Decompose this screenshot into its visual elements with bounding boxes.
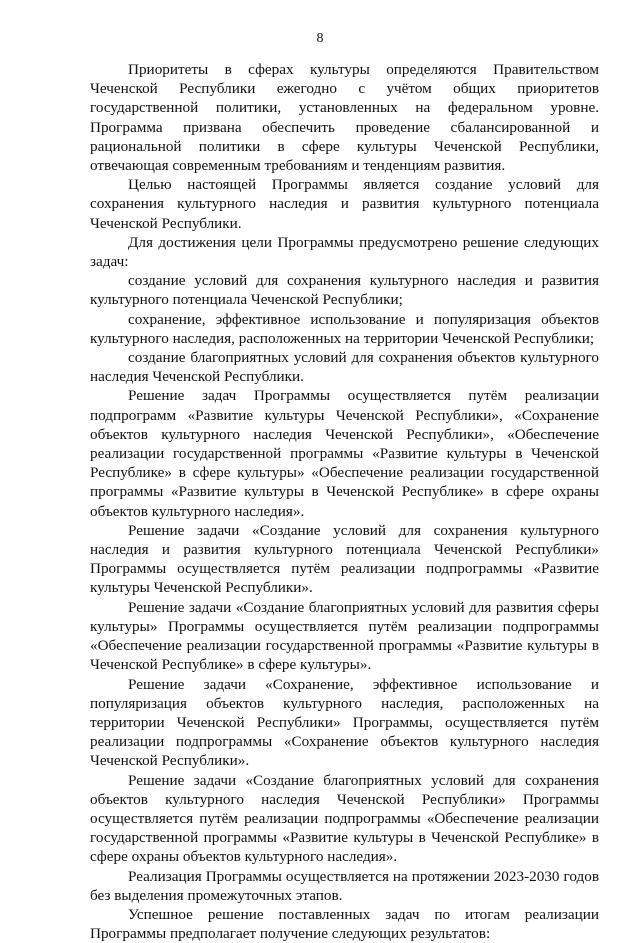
paragraph: Решение задачи «Сохранение, эффективное использование и популяризация объектов культурного наследия, расположенных на территории Чеченской Республики» Программы, осуществляется путём реализации подпрограммы «Сохранение объектов культурного наследия Чеченской Республики». — [90, 675, 599, 770]
paragraph: Приоритеты в сферах культуры определяются Правительством Чеченской Республики ежегодно с учётом общих приоритетов государственной политики, установленных на федеральном уровне. Программа призвана обеспечить проведение сбалансированной и рациональной политики в сфере культуры Чеченской Республики, отвечающая современным требованиям и тенденциям развития. — [90, 61, 599, 175]
paragraph: Успешное решение поставленных задач по итогам реализации Программы предполагает получение следующих результатов: — [90, 905, 599, 943]
body-text — [90, 60, 599, 943]
paragraph: сохранение, эффективное использование и популяризация объектов культурного наследия, расположенных на территории Чеченской Республики; — [90, 310, 599, 347]
paragraph: Для достижения цели Программы предусмотрено решение следующих задач: — [90, 233, 599, 271]
page-number: 8 — [316, 31, 324, 46]
paragraph: Решение задачи «Создание условий для сохранения культурного наследия и развития культурного потенциала Чеченской Республики» Программы осуществляется путём реализации подпрограммы «Развитие культуры Чеченской Республики». — [90, 521, 599, 597]
paragraph: Реализация Программы осуществляется на протяжении 2023-2030 годов без выделения промежуточных этапов. — [90, 867, 599, 904]
paragraph: создание условий для сохранения культурного наследия и развития культурного потенциала Чеченской Республики; — [90, 272, 599, 309]
paragraph: Целью настоящей Программы является создание условий для сохранения культурного наследия и развития культурного потенциала Чеченской Республики. — [90, 176, 599, 232]
paragraph: Решение задач Программы осуществляется путём реализации подпрограмм «Развитие культуры Чеченской Республики», «Сохранение объектов культурного наследия Чеченской Республики», «Обеспечение реализации государственной программы «Развитие культуры в Чеченской Республике» в сфере культуры» «Обеспечение реализации государственной программы «Развитие культуры в Чеченской Республике» в сфере охраны объектов культурного наследия». — [90, 387, 599, 520]
paragraph: создание благоприятных условий для сохранения объектов культурного наследия Чеченской Республики. — [90, 349, 599, 386]
paragraph: Решение задачи «Создание благоприятных условий для развития сферы культуры» Программы осуществляется путём реализации подпрограммы «Обеспечение реализации государственной программы «Развитие культуры в Чеченской Республике» в сфере культуры». — [90, 598, 599, 674]
paragraph: Решение задачи «Создание благоприятных условий для сохранения объектов культурного наследия Чеченской Республики» Программы осуществляется путём реализации подпрограммы «Обеспечение реализации государственной программы «Развитие культуры в Чеченской Республике» в сфере охраны объектов культурного наследия». — [90, 771, 599, 866]
